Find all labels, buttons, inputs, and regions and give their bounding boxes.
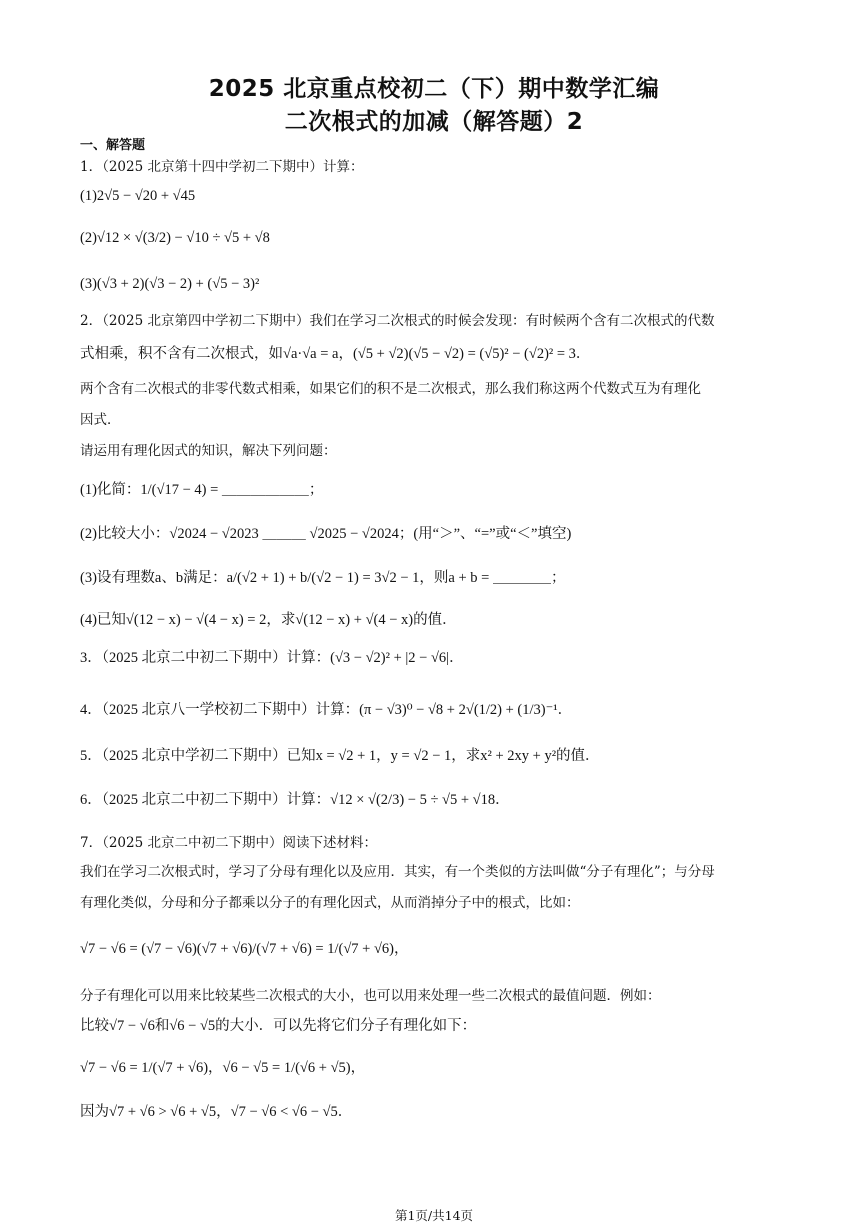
q2-line2: 式相乘，积不含有二次根式，如√a·√a = a，(√5 + √2)(√5 − √2) = (√5)² − (√2)² = 3．	[80, 346, 591, 362]
document-subtitle: 二次根式的加减（解答题）2	[284, 109, 584, 135]
q7-equation2: √7 − √6 = 1/(√7 + √6)，√6 − √5 = 1/(√6 + √5)，	[80, 1060, 366, 1076]
q1-part3: (3)(√3 + 2)(√3 − 2) + (√5 − 3)²	[80, 276, 260, 292]
q1-part1: (1)2√5 − √20 + √45	[80, 188, 196, 204]
q2-line1: 2．（2025 北京第四中学初二下期中）我们在学习二次根式的时候会发现：有时候两个含有二次根式的代数	[80, 313, 715, 329]
q2-part1: (1)化简：1/(√17 − 4) = ＿＿＿＿＿＿；	[80, 482, 324, 498]
document-title: 2025 北京重点校初二（下）期中数学汇编	[208, 76, 660, 102]
q2-line4: 因式．	[80, 412, 121, 428]
q3-text: 3．（2025 北京二中初二下期中）计算：(√3 − √2)² + |2 − √6|．	[80, 650, 464, 666]
q7-line1: 我们在学习二次根式时，学习了分母有理化以及应用．其实，有一个类似的方法叫做“分子有理化”；与分母	[80, 864, 715, 880]
q5-text: 5．（2025 北京中学初二下期中）已知x = √2 + 1，y = √2 − 1，求x² + 2xy + y²的值．	[80, 748, 600, 764]
q7-header: 7．（2025 北京二中初二下期中）阅读下述材料：	[80, 835, 377, 851]
q7-line4: 比较√7 − √6和√6 − √5的大小．可以先将它们分子有理化如下：	[80, 1018, 477, 1034]
q7-line3: 分子有理化可以用来比较某些二次根式的大小，也可以用来处理一些二次根式的最值问题．例如：	[80, 988, 661, 1004]
q4-text: 4．（2025 北京八一学校初二下期中）计算：(π − √3)⁰ − √8 + 2√(1/2) + (1/3)⁻¹．	[80, 702, 573, 718]
q7-line5: 因为√7 + √6 > √6 + √5，√7 − √6 < √6 − √5．	[80, 1104, 353, 1120]
q7-line2: 有理化类似，分母和分子都乘以分子的有理化因式，从而消掉分子中的根式，比如：	[80, 895, 580, 911]
q2-part4: (4)已知√(12 − x) − √(4 − x) = 2，求√(12 − x) + √(4 − x)的值．	[80, 612, 457, 628]
q2-part3: (3)设有理数a、b满足：a/(√2 + 1) + b/(√2 − 1) = 3√2 − 1，则a + b = ＿＿＿＿；	[80, 570, 566, 586]
q1-part2: (2)√12 × √(3/2) − √10 ÷ √5 + √8	[80, 230, 270, 246]
q6-text: 6．（2025 北京二中初二下期中）计算：√12 × √(2/3) − 5 ÷ √5 + √18．	[80, 792, 510, 808]
q2-part2: (2)比较大小：√2024 − √2023 ＿＿＿ √2025 − √2024；(用“＞”、“=”或“＜”填空)	[80, 526, 572, 542]
page-footer: 第1页/共14页	[394, 1208, 474, 1223]
q2-line5: 请运用有理化因式的知识，解决下列问题：	[80, 443, 337, 459]
q2-line3: 两个含有二次根式的非零代数式相乘，如果它们的积不是二次根式，那么我们称这两个代数式互为有理化	[80, 381, 701, 397]
q7-equation1: √7 − √6 = (√7 − √6)(√7 + √6)/(√7 + √6) = 1/(√7 + √6)，	[80, 941, 409, 957]
section-heading: 一、解答题	[80, 138, 146, 153]
q1-header: 1．（2025 北京第十四中学初二下期中）计算：	[80, 159, 364, 175]
